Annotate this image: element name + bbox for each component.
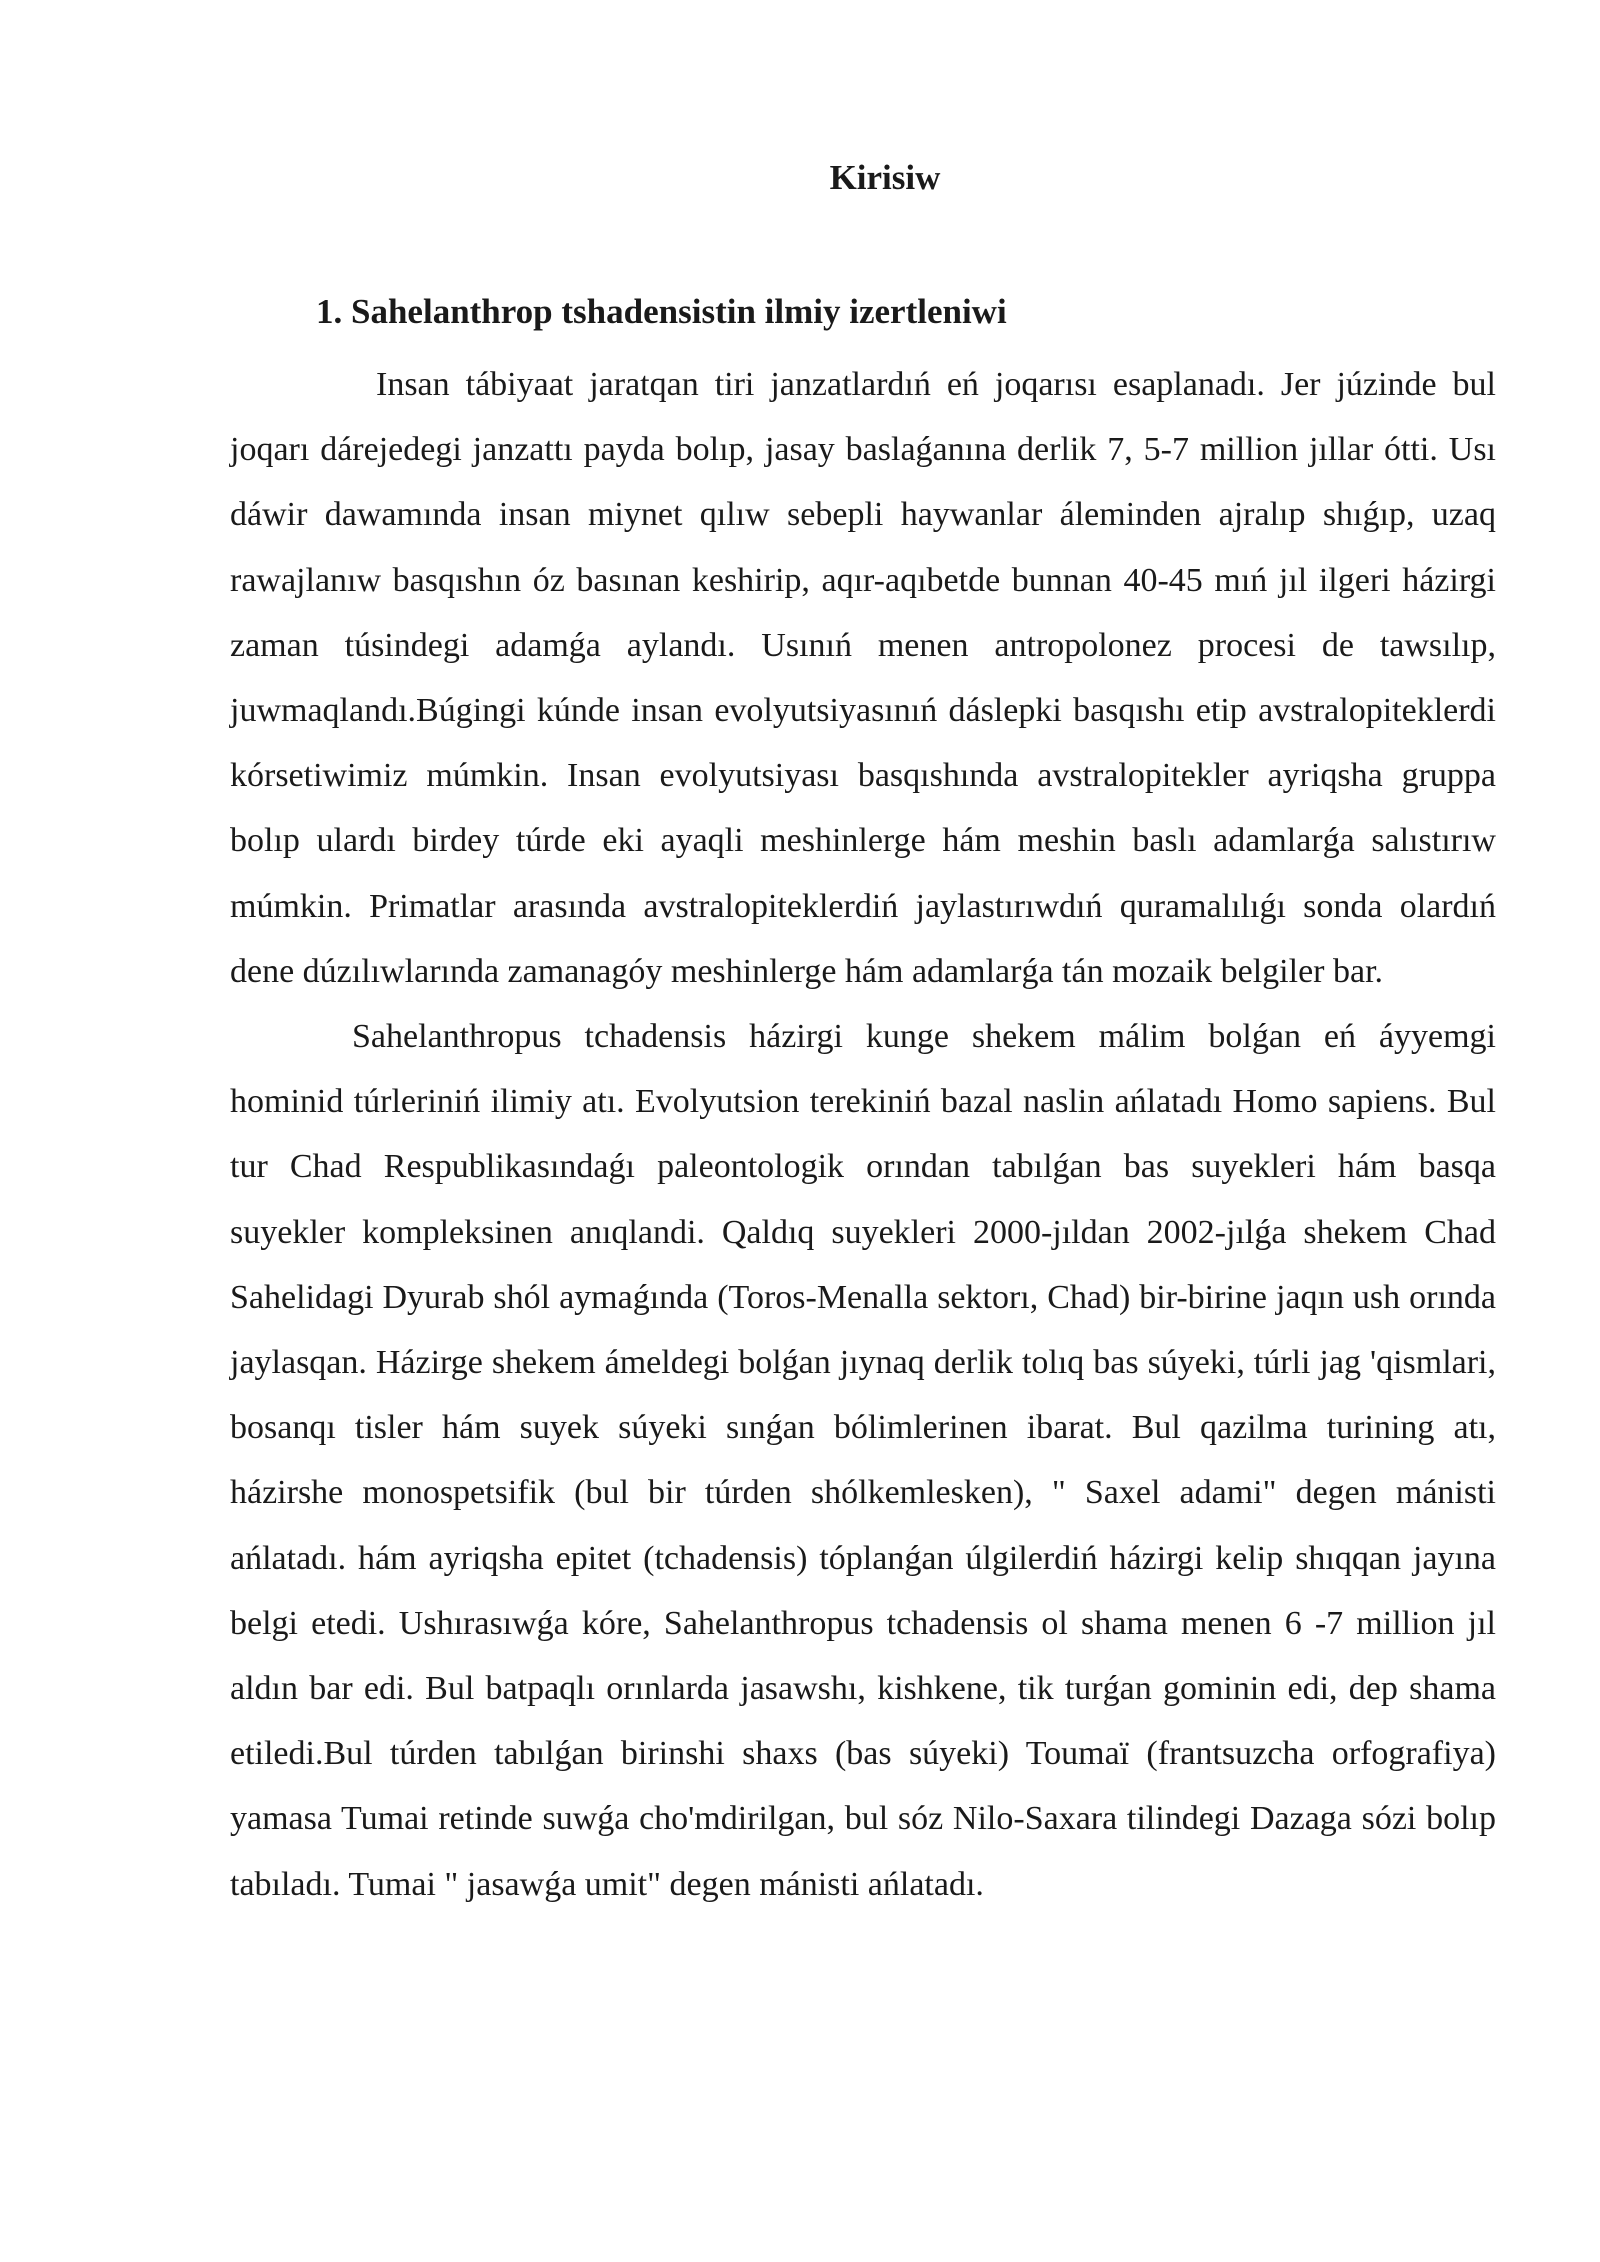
document-body <box>230 352 1496 1917</box>
document-title: Kirisiw <box>829 158 941 197</box>
paragraph-1: Insan tábiyaat jaratqan tiri janzatlardıń eń joqarısı esaplanadı. Jer júzinde bul joqarı dárejedegi janzattı payda bolıp, jasay baslaǵanına derlik 7, 5-7 million jıllar ótti. Usı dáwir dawamında insan miynet qılıw sebepli haywanlar áleminden ajralıp shıǵıp, uzaq rawajlanıw basqıshın óz basınan keshirip, aqır-aqıbetde bunnan 40-45 mıń jıl ilgeri házirgi zaman túsindegi adamǵa aylandı. Usınıń menen antropolonez procesi de tawsılıp, juwmaqlandı.Búgingi kúnde insan evolyutsiyasınıń dáslepki basqıshı etip avstralopiteklerdi kórsetiwimiz múmkin. Insan evolyutsiyası basqıshında avstralopitekler ayriqsha gruppa bolıp ulardı birdey túrde eki ayaqli meshinlerge hám meshin baslı adamlarǵa salıstırıw múmkin. Primatlar arasında avstralopiteklerdiń jaylastırıwdıń quramalılıǵı sonda olardıń dene dúzılıwlarında zamanagóy meshinlerge hám adamlarǵa tán mozaik belgiler bar. <box>230 366 1496 990</box>
section-heading: 1. Sahelanthrop tshadensistin ilmiy izertleniwi <box>316 292 1007 331</box>
paragraph-2: Sahelanthropus tchadensis házirgi kunge shekem málim bolǵan eń áyyemgi hominid túrleriniń ilimiy atı. Evolyutsion terekiniń bazal naslin ańlatadı Homo sapiens. Bul tur Chad Respublikasındaǵı paleontologik orından tabılǵan bas suyekleri hám basqa suyekler kompleksinen anıqlandi. Qaldıq suyekleri 2000-jıldan 2002-jılǵa shekem Chad Sahelidagi Dyurab shól aymaǵında (Toros-Menalla sektorı, Chad) bir-birine jaqın ush orında jaylasqan. Házirge shekem ámeldegi bolǵan jıynaq derlik tolıq bas súyeki, túrli jag 'qismlari, bosanqı tisler hám suyek súyeki sınǵan bólimlerinen ibarat. Bul qazilma turining atı, házirshe monospetsifik (bul bir túrden shólkemlesken), " Saxel adami" degen mánisti ańlatadı. hám ayriqsha epitet (tchadensis) tóplanǵan úlgilerdiń házirgi kelip shıqqan jayına belgi etedi. Ushırasıwǵa kóre, Sahelanthropus tchadensis ol shama menen 6 -7 million jıl aldın bar edi. Bul batpaqlı orınlarda jasawshı, kishkene, tik turǵan gominin edi, dep shama etiledi.Bul túrden tabılǵan birinshi shaxs (bas súyeki) Toumaï (frantsuzcha orfografiya) yamasa Tumai retinde suwǵa cho'mdirilgan, bul sóz Nilo-Saxara tilindegi Dazaga sózi bolıp tabıladı. Tumai " jasawǵa umit" degen mánisti ańlatadı. <box>230 1018 1496 1903</box>
